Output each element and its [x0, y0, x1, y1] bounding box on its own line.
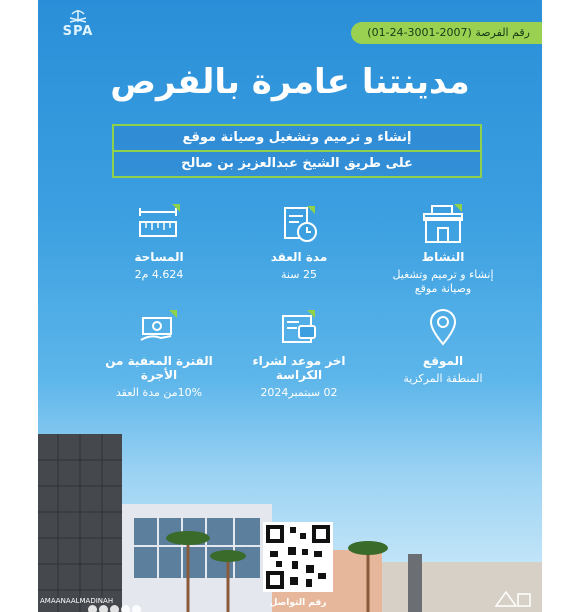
deadline-value: 02 سبتمبر2024	[260, 386, 338, 399]
contract-duration-item	[234, 204, 364, 282]
contract-duration-value: 25 سنة	[281, 268, 317, 281]
snapchat-icon[interactable]	[110, 605, 119, 612]
booklet-card-icon	[279, 308, 319, 348]
headline: مدينتنا عامرة بالفرص	[110, 62, 470, 102]
spa-logo	[54, 8, 102, 40]
activity-label: النشاط	[421, 250, 465, 264]
area-label: المساحة	[134, 250, 184, 264]
deadline-label: اخر موعد لشراء الكراسة	[252, 354, 346, 382]
activity-item	[378, 204, 508, 296]
qr-code-icon	[266, 525, 330, 589]
youtube-icon[interactable]	[132, 605, 141, 612]
location-value: المنطقة المركزية	[403, 372, 483, 385]
social-icons	[88, 599, 143, 612]
location-label: الموقع	[422, 354, 464, 368]
rent-free-value: 10%من مدة العقد	[115, 386, 203, 399]
x-icon[interactable]	[88, 605, 97, 612]
palm-swords-icon	[54, 8, 102, 24]
ruler-icon	[136, 204, 182, 244]
rent-free-label: الفترة المعفية من الأجرة	[105, 354, 213, 382]
shop-icon	[420, 204, 466, 244]
contract-duration-label: مدة العقد	[270, 250, 328, 264]
poster	[38, 0, 542, 612]
activity-value: إنشاء و ترميم وتشغيل وصيانة موقع	[392, 268, 494, 295]
rent-free-item	[94, 308, 224, 400]
subtitle-line-2: على طريق الشيخ عبدالعزيز بن صالح	[112, 150, 482, 178]
qr-code[interactable]	[263, 522, 333, 592]
instagram-icon[interactable]	[121, 605, 130, 612]
area-value: 4.624 م2	[134, 268, 184, 281]
subtitle-line-1: إنشاء و ترميم وتشغيل وصيانة موقع	[112, 124, 482, 152]
deadline-item	[234, 308, 364, 400]
opportunity-number-badge: رقم الفرصة (2007-3001-24-01)	[351, 22, 542, 44]
location-item	[378, 308, 508, 386]
footer-handle: AMAANAALMADINAH	[40, 597, 114, 605]
area-item	[94, 204, 224, 282]
amana-logo-icon	[492, 588, 532, 608]
contract-clock-icon	[279, 204, 319, 244]
money-hand-icon	[137, 308, 181, 348]
contact-label: رقم التواصل	[269, 598, 327, 608]
location-pin-icon	[423, 308, 463, 348]
facebook-icon[interactable]	[99, 605, 108, 612]
spa-logo-text: SPA	[62, 24, 94, 39]
